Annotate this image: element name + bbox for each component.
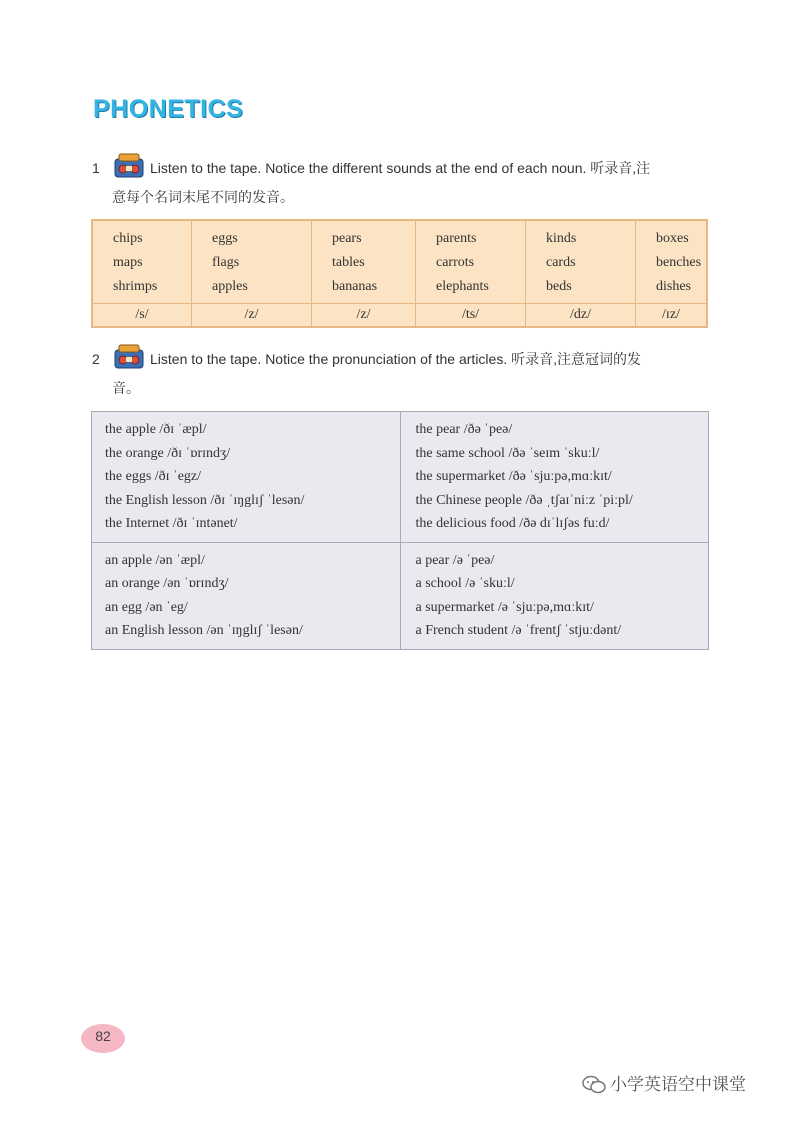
word: carrots <box>436 255 475 270</box>
phrase: an apple /ən ˈæpl/ <box>105 552 205 568</box>
phrase: the apple /ðɪ ˈæpl/ <box>105 422 207 437</box>
column-ts <box>416 220 526 304</box>
word: chips <box>113 231 143 246</box>
word: pears <box>332 231 362 246</box>
a-column <box>400 542 709 649</box>
exercise-number: 1 <box>92 160 100 177</box>
watermark-text: 小学英语空中课堂 <box>610 1075 746 1095</box>
wechat-icon <box>582 1075 610 1095</box>
phrase: a school /ə ˈskuːl/ <box>415 576 515 591</box>
column-dz <box>526 220 636 304</box>
phrase: the pear /ðə ˈpeə/ <box>415 422 513 437</box>
sound-symbol: /ts/ <box>416 304 526 328</box>
word: bananas <box>332 279 378 294</box>
tape-recorder-icon <box>114 153 144 186</box>
word: tables <box>332 255 365 270</box>
an-column <box>92 542 401 649</box>
word: maps <box>113 255 143 270</box>
phrase: an orange /ən ˈɒrɪndʒ/ <box>105 576 229 591</box>
word: cards <box>546 255 576 270</box>
column-iz <box>636 220 708 304</box>
page-title: PHONETICS <box>93 95 244 123</box>
word: benches <box>656 255 702 270</box>
exercise-2-text: Listen to the tape. Notice the pronunciation of the articles. 听录音,注意冠词的发 <box>150 351 641 368</box>
word: flags <box>212 255 240 270</box>
watermark <box>582 1070 746 1095</box>
phrase: a pear /ə ˈpeə/ <box>415 552 495 568</box>
exercise-1-instruction <box>92 153 717 209</box>
word: boxes <box>656 231 689 246</box>
exercise-number: 2 <box>92 351 100 368</box>
phrase: the Chinese people /ðə ˌtʃaɪˈniːz ˈpiːpl/ <box>415 492 633 508</box>
exercise-1-text: Listen to the tape. Notice the different sounds at the end of each noun. 听录音,注 <box>150 160 651 177</box>
column-s <box>92 220 192 304</box>
tape-recorder-icon <box>114 344 144 377</box>
phrase: a supermarket /ə ˈsjuːpə,mɑːkɪt/ <box>415 599 594 615</box>
phrase: the eggs /ðɪ ˈegz/ <box>105 469 202 484</box>
phrase: an egg /ən ˈeg/ <box>105 599 188 615</box>
phrase: the same school /ðə ˈseɪm ˈskuːl/ <box>415 445 600 461</box>
noun-sound-table <box>91 219 708 328</box>
column-z1 <box>192 220 312 304</box>
phrase: the supermarket /ðə ˈsjuːpə,mɑːkɪt/ <box>415 469 612 484</box>
phrase: the orange /ðɪ ˈɒrɪndʒ/ <box>105 445 231 461</box>
phrase: the Internet /ðɪ ˈɪntənet/ <box>105 516 238 531</box>
word: parents <box>436 231 477 246</box>
word: apples <box>212 279 248 294</box>
word: shrimps <box>113 279 158 294</box>
the-consonant-column <box>400 412 709 543</box>
sound-symbol: /dz/ <box>526 304 636 328</box>
phrase: the English lesson /ðɪ ˈɪŋglɪʃ ˈlesən/ <box>105 492 305 508</box>
sound-symbol: /z/ <box>192 304 312 328</box>
sound-symbol: /z/ <box>312 304 416 328</box>
exercise-2-text-cont: 音。 <box>112 380 140 396</box>
sound-symbol: /s/ <box>92 304 192 328</box>
phrase: the delicious food /ðə dɪˈlɪʃəs fuːd/ <box>415 516 610 531</box>
exercise-1-text-cont: 意每个名词末尾不同的发音。 <box>112 189 294 205</box>
word: dishes <box>656 279 691 294</box>
page-number: 82 <box>81 1024 125 1053</box>
column-z2 <box>312 220 416 304</box>
phrase: a French student /ə ˈfrentʃ ˈstjuːdənt/ <box>415 623 622 638</box>
phrase: an English lesson /ən ˈɪŋglɪʃ ˈlesən/ <box>105 623 303 638</box>
sound-symbol: /ɪz/ <box>636 304 708 328</box>
word: beds <box>546 279 572 294</box>
word: eggs <box>212 231 238 246</box>
exercise-2-instruction <box>92 344 717 400</box>
word: elephants <box>436 279 489 294</box>
the-vowel-column <box>92 412 401 543</box>
word: kinds <box>546 231 577 246</box>
article-pronunciation-table <box>91 411 709 650</box>
